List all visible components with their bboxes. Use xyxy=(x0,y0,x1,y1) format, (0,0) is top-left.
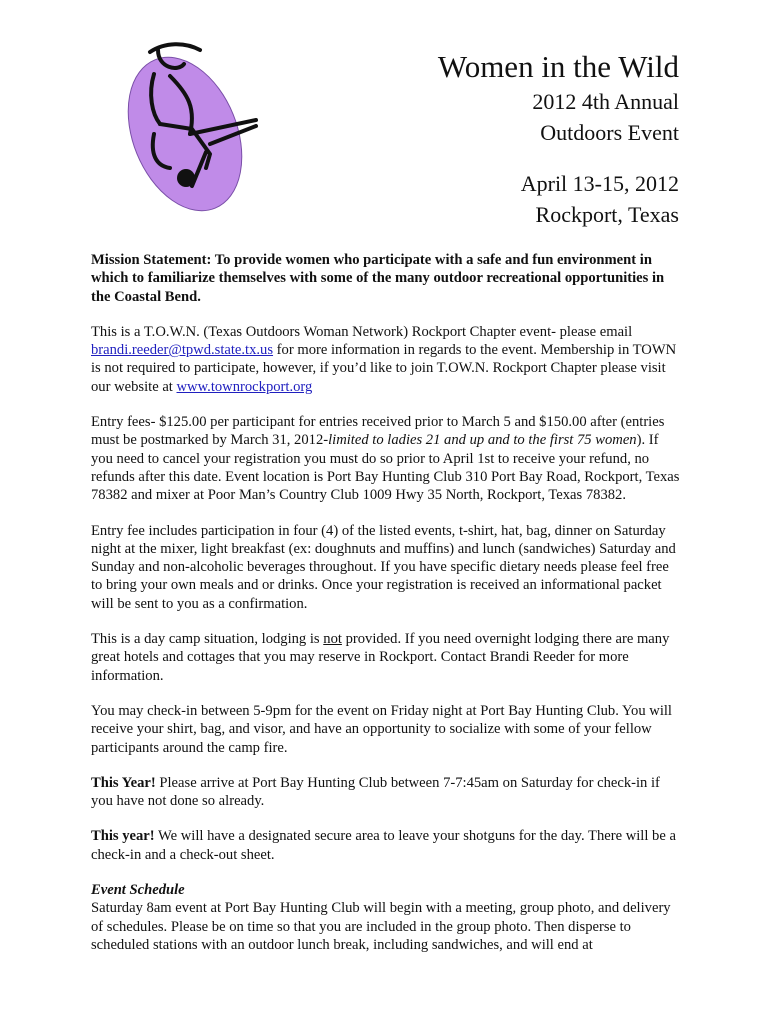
lodging-text-2: provided. If you need overnight lodging there are many great hotels and cottages that you may reserve in Rockport. Contact Brandi Reeder for more information. xyxy=(91,631,670,684)
note-arrival-text: Please arrive at Port Bay Hunting Club between 7-7:45am on Saturday for check-in if you have not done so already. xyxy=(91,774,660,810)
mission-text: To provide women who participate with a safe and fun environment in which to familiarize themselves with some of the many outdoor recreational opportunities in the Coastal Bend. xyxy=(91,252,665,305)
note-arrival-label: This Year! xyxy=(91,774,156,791)
fees-text-1: Entry fees- $125.00 per participant for entries received prior to March 5 and $150.00 after (entries must be postmarked by March 31, 2012- xyxy=(91,414,665,449)
woman-fishing-icon xyxy=(110,34,260,214)
note-shotguns-text: We will have a designated secure area to leave your shotguns for the day. There will be a check-in and a check-out sheet. xyxy=(91,828,676,863)
note-arrival xyxy=(91,774,683,811)
lodging-text-1: This is a day camp situation, lodging is xyxy=(91,631,324,648)
schedule-paragraph: Saturday 8am event at Port Bay Hunting Club will begin with a meeting, group photo, and delivery of schedules. Please be on time so that you are included in the group photo. Then disperse to scheduled stations with an outdoor lunch break, including sandwiches, and will end at xyxy=(91,900,671,953)
document-body xyxy=(91,251,683,971)
fees-text-2: ). If you need to cancel your registration you must do so prior to April 1st to receive your refund, no refunds after this date. Event location is Port Bay Hunting Club 310 Port Bay Road, Rockport, Texas 78382 and mixer at Poor Man’s Country Club 1009 Hwy 35 North, Rockport, Texas 78382. xyxy=(91,432,680,504)
event-location: Rockport, Texas xyxy=(535,202,679,227)
event-type: Outdoors Event xyxy=(540,120,679,145)
schedule-heading xyxy=(91,881,683,899)
lodging-not: not xyxy=(323,631,342,648)
note-shotguns-label: This year! xyxy=(91,828,155,845)
fees-paragraph xyxy=(91,413,683,504)
mission-statement xyxy=(91,251,683,306)
town-paragraph xyxy=(91,323,683,396)
note-shotguns xyxy=(91,827,683,864)
schedule-heading-text: Event Schedule xyxy=(91,882,185,899)
header xyxy=(438,48,679,230)
includes-paragraph: Entry fee includes participation in four (4) of the listed events, t-shirt, hat, bag, dinner on Saturday night at the mixer, light breakfast (ex: doughnuts and muffins) and lunch (sandwiches) Saturday and Sunday and non-alcoholic beverages throughout. If you have specific dietary needs please feel free to bring your own meals and or drinks. Once your registration is received an informational packet will be sent to you as a confirmation. xyxy=(91,522,676,612)
lodging-paragraph xyxy=(91,630,683,685)
event-edition: 2012 4th Annual xyxy=(532,89,679,114)
event-date: April 13-15, 2012 xyxy=(520,171,679,196)
website-link[interactable]: www.townrockport.org xyxy=(176,378,313,395)
mission-label: Mission Statement: xyxy=(91,252,212,268)
town-text-1: This is a T.O.W.N. (Texas Outdoors Woman Network) Rockport Chapter event- please email xyxy=(91,323,633,340)
fees-limit-italic: limited to ladies 21 and up and to the first 75 women xyxy=(328,432,637,449)
email-link[interactable]: brandi.reeder@tpwd.state.tx.us xyxy=(91,342,274,359)
checkin-paragraph: You may check-in between 5-9pm for the event on Friday night at Port Bay Hunting Club. You will receive your shirt, bag, and visor, and have an opportunity to socialize with some of your fellow participants around the camp fire. xyxy=(91,702,672,756)
town-text-2: for more information in regards to the event. Membership in TOWN is not required to participate, however, if you’d like to join T.OW.N. Rockport Chapter please visit our website at xyxy=(91,342,677,395)
event-title: Women in the Wild xyxy=(437,49,679,84)
event-logo xyxy=(110,34,260,214)
